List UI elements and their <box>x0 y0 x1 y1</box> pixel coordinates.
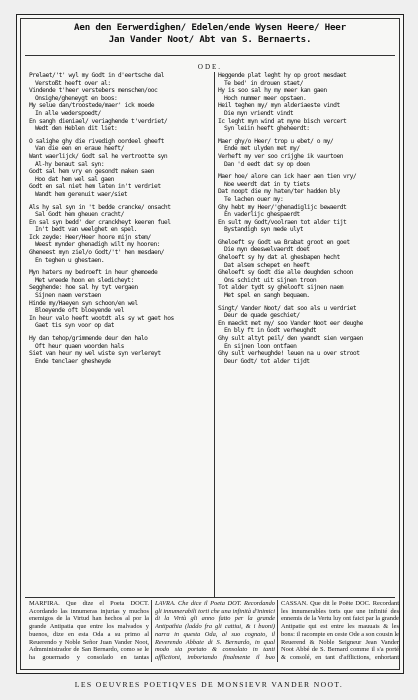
verse-line: Ghy sult altyt peil/ den ywandt sien vergaen <box>218 335 363 342</box>
verse-line: My selue dan/troostede/maer' ick moede <box>29 102 155 110</box>
verse-line: Dan 'd eedt dat sy op doen <box>224 160 310 168</box>
left-poem-column <box>29 72 211 370</box>
verse-line: Hoch nummer meer opstaen. <box>224 94 307 102</box>
verse-line: En maeckt met my/ soo Vander Noot eer deughe <box>218 319 363 327</box>
verse-line: Dat noopt die my haten/ter hadden bly <box>218 188 340 196</box>
ode-title <box>27 22 393 46</box>
verse-line: Van die een en eraue heeft/ <box>35 145 124 153</box>
verse-line: Vindende t'heer verstebers menschen/ooc <box>29 87 158 95</box>
verse-line: Die myn vriendt vindt <box>224 109 294 117</box>
verse-line: Ende met ulyden met my/ <box>224 145 300 153</box>
verse-line: Wedt den Heblen dit liet: <box>35 125 118 133</box>
verse-line: Godt en sal niet hem laten in't verdriet <box>29 183 161 191</box>
prose-spanish <box>29 600 149 662</box>
verse-line: Gheloeft sy Godt die alle deughden schoon <box>218 269 353 277</box>
title-line-1: Aen den Eerwerdighen/ Edelen/ende Wysen Heere/ Heer <box>74 22 346 33</box>
verse-line: Ons schicht uit sijnen troon <box>224 276 317 284</box>
stanza <box>218 138 400 168</box>
page-footer: LES OEUVRES POETIQVES DE MONSIEVR VANDER NOOT. <box>74 680 344 689</box>
verse-line: Ghy sult verheughde! leuen na u over stroot <box>218 350 360 358</box>
verse-line: En sult my Godt/voolraen tot alder tijt <box>218 218 347 226</box>
verse-line: Te bed' in drouen staet/ <box>224 79 303 87</box>
verse-line: Gheloeft sy Godt wa Brabat groot en goet <box>218 238 350 246</box>
verse-line: In heur valo heeft wootdt als sy wt gaet hos <box>29 314 174 322</box>
verse-line: En sangh dieniael/ veriaghende t'verdriet/ <box>29 117 168 125</box>
verse-line: En vaderlijc ghespaerdt <box>224 211 300 219</box>
verse-line: Ic leght myn wind at myne bisch vercert <box>218 117 347 125</box>
verse-line: Siet van heur my wel wiste syn verlereyt <box>29 350 161 358</box>
verse-line: Gaet tis syn voor op dat <box>35 322 114 330</box>
stanza <box>29 138 211 199</box>
verse-line: Bloeyende oft bloeyende vel <box>35 307 124 315</box>
verse-line: Gheloeft sy hy dat al ghesbapen hecht <box>218 254 340 262</box>
stanza <box>29 335 211 365</box>
prose-italian <box>155 600 275 662</box>
verse-line: Sal Godt hem gheuen cracht/ <box>35 211 124 219</box>
verse-line: In't bedt van weelghet en spel. <box>35 226 138 234</box>
verse-line: Dat alsem schepet en heeft <box>224 261 310 269</box>
verse-line: Deur Godt/ tot alder tijdt <box>224 357 310 365</box>
prose-spanish-text: MARFIRA. Que dize el Poeta DOCT. Acordando las innumeras injurias y muchos enemigos de la Virtud han hechos al por la grande Antipatia que entre los malvados y buenos, dize en esta Oda a su primo al Reuerendo y Noble Señor Juan Vander Noot, Admministrador de San Bernardo, como se le ha gouernado y consolado en tantas <box>29 600 149 661</box>
verse-line: Wandt hem gerenuit waer/siet <box>35 190 128 198</box>
verse-line: Te lachen ouer my: <box>224 195 284 203</box>
stanza <box>218 239 400 300</box>
prose-french-text: CASSAN. Que dit le Poëte DOC. Recordant les innumerables torts que une infinité des ennemis de la Vertu luy ont faict par la grande Antipatie qui est entre les mauuais & les bons: il racompte en ceste Ode a son cousin le Reuerend & Noble Seigneur Jean Vander Noot Abbé de S. Bernard comme il s'a porté & consolé, en tant d'afflictions, enhortant <box>281 600 399 661</box>
verse-line: Segghende: hoe sal hy tyt vergaen <box>29 284 138 292</box>
verse-line: Heil teghen my/ myn alderiaeste vindt <box>218 102 340 110</box>
right-poem-column <box>218 72 400 370</box>
verse-line: En sijnen loon ontfaen <box>224 342 297 350</box>
verse-line: Gheneest myn ziel/o Godt/'t' hen mesdaen/ <box>29 249 164 257</box>
verse-line: Verstoßt heeft over al: <box>35 79 111 87</box>
title-rule <box>25 55 395 56</box>
verse-line: Tot alder tydt sy ghelooft sijnen naem <box>218 284 344 292</box>
verse-line: Heggende plat leght hy op groot mesdaet <box>218 72 347 79</box>
verse-line: O salighe ghy die rivedigh oordeel gheeft <box>29 137 164 145</box>
verse-line: Met spel en sangh bequaem. <box>224 292 310 300</box>
verse-line: Als hy sal syn in 't bedde crancke/ onsacht <box>29 203 171 211</box>
prose-italian-text: LAVRA. Che dice il Poeta DOT. Recordando gli innumerabili torti che una infinità d'inimici di la Virtù gli anno fatto per la grande Antipathia (laddo fra gli cattiui, & i buoni) narra in questa Oda, al suo cognato, il Reverendo Abbate di S. Bernardo, in qual modo sia portato & consolato in tanti afflictioni, imbortando finalmente il buo <box>155 600 275 661</box>
stanza <box>218 173 400 234</box>
prose-divider-1 <box>151 600 152 662</box>
verse-line: Noe weerdt dat in ty tiets <box>224 180 310 188</box>
verse-line: Weest mynder ghenadigh wilt my hooren: <box>35 241 161 249</box>
verse-line: In alle wederspoedt/ <box>35 109 101 117</box>
verse-line: Syn leiin heeft gheheerdt: <box>224 125 310 133</box>
prose-rule <box>25 597 395 598</box>
stanza <box>29 72 211 133</box>
verse-line: En bly ft in Godt verheughdt <box>224 327 317 335</box>
stanza <box>29 269 211 330</box>
verse-line: Al-hy benaut sal syn: <box>35 160 105 168</box>
verse-line: Ende tenclaer ghesheyde <box>35 357 111 365</box>
verse-line: Sijnen naem verstaen <box>35 292 101 300</box>
verse-line: Oft heur quaen woorden hals <box>35 342 124 350</box>
verse-line: Verheft my ver soo crijghe ik vaurtoen <box>218 152 344 160</box>
printed-page <box>16 14 404 674</box>
stanza <box>218 305 400 366</box>
verse-line: Godt sal hem vry en gesondt maken saen <box>29 168 155 176</box>
verse-line: Myn haters my bedroeft in heur ghemoede <box>29 269 158 277</box>
title-line-2: Jan Vander Noot/ Abt van S. Bernaerts. <box>108 34 312 45</box>
ode-heading: ODE. <box>197 63 223 71</box>
verse-line: Maer hoe/ alore can ick haer aen tien vry/ <box>218 173 357 181</box>
verse-line: Hoo dat hem wel sal gaen <box>35 175 114 183</box>
verse-line: Maer ghy/o Heer/ trop u ebet/ o my/ <box>218 137 334 145</box>
column-divider <box>214 72 215 598</box>
stanza <box>29 204 211 265</box>
verse-line: Hy dan tehop/grimmende deur den halo <box>29 335 148 342</box>
stanza <box>218 72 400 133</box>
verse-line: Met wreede hoon en sledicheyt: <box>35 276 134 284</box>
page-frame <box>20 18 400 670</box>
verse-line: Hy is soo sal hy my meer kan gaen <box>218 87 327 95</box>
prose-french <box>281 600 399 662</box>
verse-line: Hinde my/Haeyen syn schoon/en wel <box>29 299 138 307</box>
verse-line: Singt/ Vander Noot/ dat soo als u verdriet <box>218 304 357 312</box>
verse-line: En teghen u ghestaen. <box>35 256 105 264</box>
prose-divider-2 <box>277 600 278 662</box>
verse-line: Ghy hebt my Heer/'ghenadiglijc bewaerdt <box>218 203 347 211</box>
verse-line: Prelaet/'t' wyl my Godt in d'eertsche dal <box>29 72 164 79</box>
verse-line: Ick zeyde: Heer/Heer hoore mijn stem/ <box>29 233 151 241</box>
verse-line: Deur de quade geschiet/ <box>224 312 300 320</box>
verse-line: En sal syn bedd' der cranckheyt keeren fuel <box>29 218 171 226</box>
verse-line: Onsighe/gheneygt en boos: <box>35 94 118 102</box>
verse-line: Bystandigh syn mede ulyt <box>224 226 303 234</box>
verse-line: Die myn deeswelvaerdt doet <box>224 246 310 254</box>
verse-line: Want waerlijck/ Godt sal he vertrootte syn <box>29 152 168 160</box>
